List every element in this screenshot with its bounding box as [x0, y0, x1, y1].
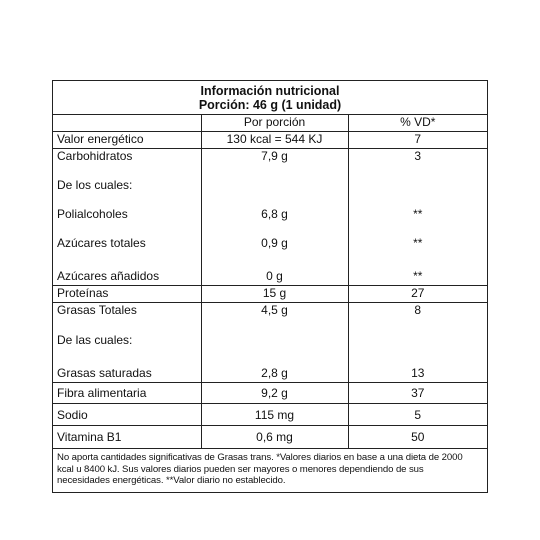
nutrient-vd: 7 — [348, 132, 487, 149]
footnote-line: No aporta cantidades significativas de Grasas trans. *Valores diarios en base a una dieta de 2000 — [57, 452, 463, 463]
nutrient-amount: 0,9 g — [201, 236, 348, 262]
table-row — [53, 383, 487, 404]
nutrient-vd: ** — [348, 236, 487, 262]
nutrient-name: Carbohidratos — [53, 149, 201, 179]
nutrient-name: Proteínas — [53, 286, 201, 303]
nutrient-vd: 13 — [348, 360, 487, 383]
nutrient-amount: 15 g — [201, 286, 348, 303]
nutrition-facts-panel — [52, 80, 488, 493]
table-row — [53, 149, 487, 179]
table-row — [53, 286, 487, 303]
nutrient-amount: 6,8 g — [201, 207, 348, 236]
table-row — [53, 303, 487, 334]
table-row — [53, 132, 487, 149]
nutrient-name: Azúcares añadidos — [57, 269, 160, 283]
table-row — [53, 262, 487, 286]
table-row — [53, 360, 487, 383]
per-portion-header: Por porción — [201, 115, 348, 132]
nutrient-vd: 5 — [348, 404, 487, 426]
table-row — [53, 207, 487, 236]
footnote-line: necesidades energéticas. **Valor diario no establecido. — [57, 475, 286, 486]
nutrient-vd: ** — [348, 207, 487, 236]
nutrient-amount: 7,9 g — [201, 149, 348, 179]
nutrient-vd: 27 — [348, 286, 487, 303]
nutrient-name: Valor energético — [53, 132, 201, 149]
table-row — [53, 426, 487, 449]
footnote-line: kcal u 8400 kJ. Sus valores diarios pueden ser mayores o menores dependiendo de sus — [57, 463, 424, 475]
table-header-row — [53, 115, 487, 132]
table-row — [53, 178, 487, 207]
nutrient-amount: 4,5 g — [201, 303, 348, 334]
nutrient-amount: 9,2 g — [201, 383, 348, 404]
nutrition-title-block — [53, 81, 487, 115]
nutrient-name: Grasas saturadas — [57, 366, 152, 380]
table-row — [53, 404, 487, 426]
nutrition-table — [53, 115, 487, 448]
nutrient-group-label: De las cuales: — [57, 333, 133, 347]
nutrient-name: Polialcoholes — [57, 207, 128, 221]
nutrient-amount: 2,8 g — [201, 360, 348, 383]
nutrient-name: Vitamina B1 — [53, 426, 201, 449]
nutrient-name: Fibra alimentaria — [53, 383, 201, 404]
nutrient-name: Sodio — [53, 404, 201, 426]
footnote — [53, 448, 487, 492]
nutrient-amount — [201, 178, 348, 207]
nutrient-name: Azúcares totales — [57, 236, 146, 250]
nutrient-vd: 37 — [348, 383, 487, 404]
nutrient-amount: 0 g — [201, 262, 348, 286]
portion-size: Porción: 46 g (1 unidad) — [198, 98, 342, 112]
nutrient-amount — [201, 333, 348, 360]
nutrient-name: Grasas Totales — [53, 303, 201, 334]
nutrition-title: Información nutricional — [200, 84, 340, 98]
nutrient-vd: 3 — [348, 149, 487, 179]
nutrient-amount: 0,6 mg — [201, 426, 348, 449]
nutrient-vd: ** — [348, 262, 487, 286]
nutrient-amount: 115 mg — [201, 404, 348, 426]
nutrient-amount: 130 kcal = 544 KJ — [201, 132, 348, 149]
nutrient-vd: 8 — [348, 303, 487, 334]
table-row — [53, 333, 487, 360]
nutrient-vd — [348, 178, 487, 207]
vd-header: % VD* — [348, 115, 487, 132]
table-row — [53, 236, 487, 262]
nutrient-vd: 50 — [348, 426, 487, 449]
nutrient-group-label: De los cuales: — [57, 178, 133, 192]
nutrient-vd — [348, 333, 487, 360]
